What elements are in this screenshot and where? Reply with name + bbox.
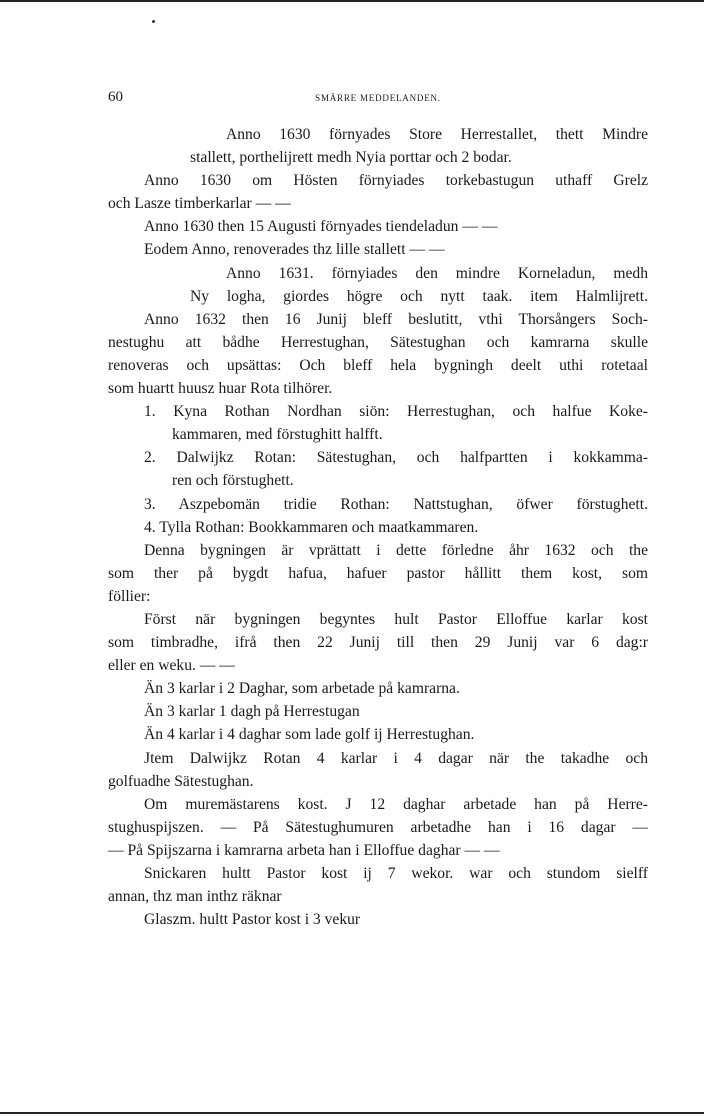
page-number: 60 bbox=[108, 89, 123, 105]
running-head: SMÄRRE MEDDELANDEN. bbox=[315, 93, 441, 103]
text-line: Om muremästarens kost. J 12 daghar arbetade han på Herre- bbox=[144, 795, 648, 813]
text-line: föllier: bbox=[108, 587, 151, 605]
text-line: Än 3 karlar 1 dagh på Herrestugan bbox=[144, 703, 360, 721]
text-line: Anno 1631. förnyiades den mindre Korneladun, medh bbox=[226, 264, 648, 282]
text-line: Denna bygningen är vprättatt i dette förledne åhr 1632 och the bbox=[144, 541, 648, 559]
list-item-continuation: ren och förstughett. bbox=[172, 472, 294, 490]
text-line: Eodem Anno, renoverades thz lille stallett — — bbox=[144, 241, 445, 259]
text-line: Snickaren hultt Pastor kost ij 7 wekor. war och stundom sielff bbox=[144, 865, 648, 882]
text-line: Först när bygningen begyntes hult Pastor Elloffue karlar kost bbox=[144, 610, 648, 628]
page-top-edge bbox=[0, 0, 704, 2]
list-item: 1. Kyna Rothan Nordhan siön: Herrestughan, och halfue Koke- bbox=[144, 403, 648, 421]
text-line: renoveras och upsättas: Och bleff hela bygningh deelt uthi rotetaal bbox=[108, 356, 648, 374]
text-line: som huartt huusz huar Rota tilhörer. bbox=[108, 380, 333, 398]
list-item: 2. Dalwijkz Rotan: Sätestughan, och halfpartten i kokkamma- bbox=[144, 449, 648, 467]
list-item-continuation: kammaren, med förstughitt halfft. bbox=[172, 426, 383, 444]
page-header bbox=[108, 89, 648, 109]
text-line: Anno 1630 om Hösten förnyiades torkebastugun uthaff Grelz bbox=[144, 172, 648, 190]
text-line: nestughu att bådhe Herrestughan, Sätestughan och kamrarna skulle bbox=[108, 333, 648, 351]
text-line: eller en weku. — — bbox=[108, 657, 235, 675]
text-line: Anno 1630 förnyades Store Herrestallet, thett Mindre bbox=[226, 126, 648, 143]
print-speck bbox=[152, 20, 155, 23]
text-line: Ny logha, giordes högre och nytt taak. item Halmlijrett. bbox=[190, 287, 648, 305]
text-line: stallett, porthelijrett medh Nyia porttar och 2 bodar. bbox=[190, 149, 512, 167]
text-line: Anno 1632 then 16 Junij bleff beslutitt, vthi Thorsångers Soch- bbox=[144, 310, 648, 328]
text-line: Glaszm. hultt Pastor kost i 3 vekur bbox=[144, 911, 361, 929]
text-line: annan, thz man inthz räknar bbox=[108, 888, 282, 906]
text-line: som ther på bygdt hafua, hafuer pastor hållitt them kost, som bbox=[108, 564, 648, 582]
text-line: och Lasze timberkarlar — — bbox=[108, 195, 291, 213]
text-line: golfuadhe Sätestughan. bbox=[108, 772, 254, 790]
text-line: Anno 1630 then 15 Augusti förnyades tiendeladun — — bbox=[144, 218, 498, 236]
list-item: 3. Aszpebomän tridie Rothan: Nattstughan, öfwer förstughett. bbox=[144, 495, 648, 513]
text-line: stughuspijszen. — På Sätestughumuren arbetadhe han i 16 dagar — bbox=[108, 818, 648, 836]
page-bottom-edge bbox=[0, 1112, 704, 1114]
body-text bbox=[108, 123, 648, 931]
text-line: som timbradhe, ifrå then 22 Junij till then 29 Junij var 6 dag:r bbox=[108, 634, 648, 652]
text-line: Än 4 karlar i 4 daghar som lade golf ij Herrestughan. bbox=[144, 726, 475, 744]
list-item: 4. Tylla Rothan: Bookkammaren och maatkammaren. bbox=[144, 518, 479, 536]
text-line: — På Spijszarna i kamrarna arbeta han i Elloffue daghar — — bbox=[108, 841, 500, 859]
text-line: Jtem Dalwijkz Rotan 4 karlar i 4 dagar när the takadhe och bbox=[144, 749, 648, 767]
text-line: Än 3 karlar i 2 Daghar, som arbetade på kamrarna. bbox=[144, 680, 460, 698]
